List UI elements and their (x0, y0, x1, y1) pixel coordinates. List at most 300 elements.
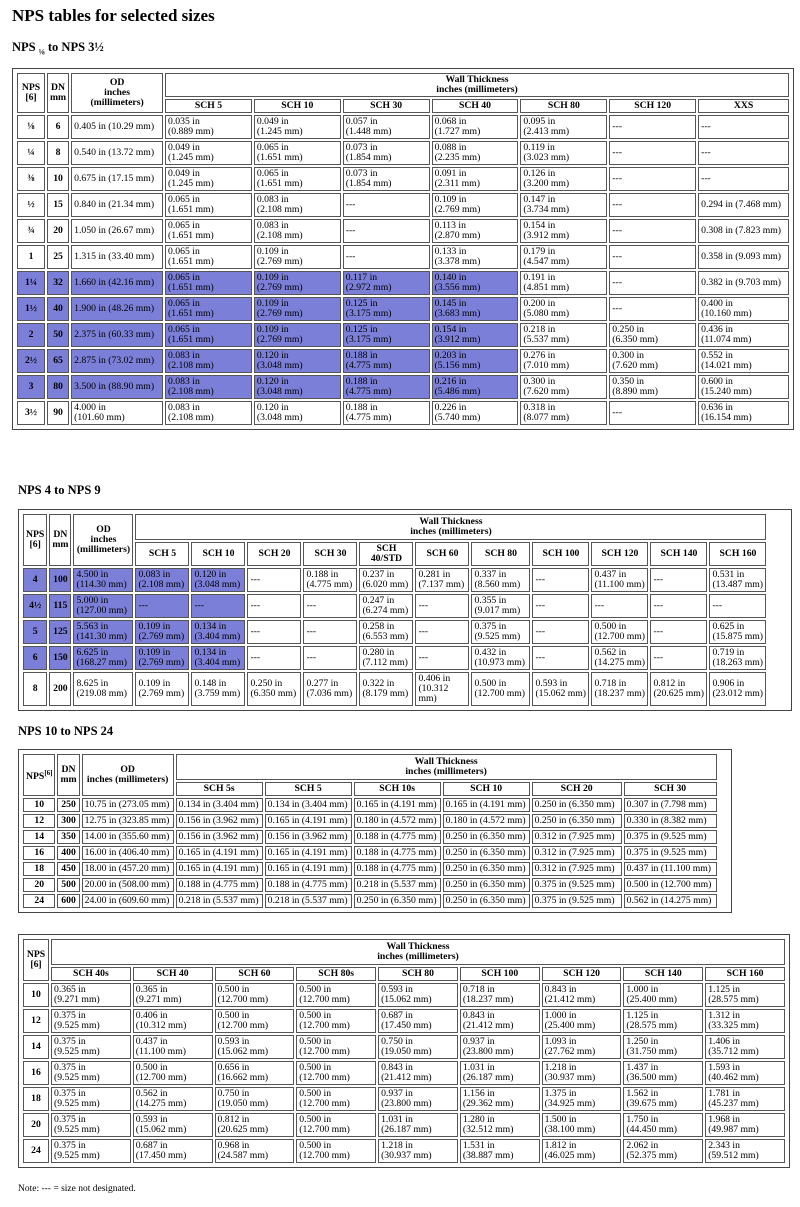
table-row (17, 349, 789, 373)
wall-thickness-cell: 0.593 in (15.062 mm) (378, 983, 458, 1007)
wall-thickness-cell: --- (609, 193, 696, 217)
wall-thickness-cell: --- (191, 594, 245, 618)
nps-cell: 14 (23, 1035, 49, 1059)
wall-thickness-cell: 0.068 in (1.727 mm) (432, 115, 519, 139)
nps-table-2 (21, 512, 768, 708)
wall-thickness-cell: --- (698, 115, 789, 139)
od-cell: 16.00 in (406.40 mm) (82, 846, 174, 860)
wall-thickness-cell: 0.500 in (12.700 mm) (296, 1139, 376, 1163)
wall-thickness-cell: 0.500 in (12.700 mm) (296, 1009, 376, 1033)
wall-thickness-cell: 0.218 in (5.537 mm) (520, 323, 607, 347)
schedule-header: SCH 120 (542, 967, 622, 981)
nps-header-ref: [6] (44, 768, 53, 777)
wall-thickness-cell: 0.226 in (5.740 mm) (432, 401, 519, 425)
wall-thickness-cell: 0.937 in (23.800 mm) (460, 1035, 540, 1059)
wall-thickness-cell: 0.355 in (9.017 mm) (471, 594, 530, 618)
schedule-header: SCH 40s (51, 967, 131, 981)
wall-thickness-cell: 0.083 in (2.108 mm) (254, 219, 341, 243)
nps-cell: 4½ (23, 594, 47, 618)
nps-cell: 20 (23, 878, 55, 892)
nps-cell: 4 (23, 568, 47, 592)
wall-thickness-cell: --- (343, 219, 430, 243)
od-header: OD inches (millimeters) (71, 73, 163, 113)
schedule-header: SCH 40/STD (359, 542, 413, 566)
wall-thickness-cell: 0.165 in (4.191 mm) (176, 862, 263, 876)
od-cell: 8.625 in (219.08 mm) (73, 672, 133, 706)
schedule-header: SCH 5 (265, 782, 352, 796)
table-row (17, 193, 789, 217)
wall-thickness-cell: 1.218 in (30.937 mm) (542, 1061, 622, 1085)
wall-thickness-cell: 0.307 in (7.798 mm) (624, 798, 717, 812)
wall-thickness-cell: 0.552 in (14.021 mm) (698, 349, 789, 373)
wall-thickness-cell: 0.120 in (3.048 mm) (254, 401, 341, 425)
wall-thickness-cell: 1.968 in (49.987 mm) (705, 1113, 785, 1137)
table-row (17, 219, 789, 243)
wall-thickness-cell: 0.049 in (1.245 mm) (165, 141, 252, 165)
schedule-header: SCH 5s (176, 782, 263, 796)
wall-thickness-cell: 0.593 in (15.062 mm) (532, 672, 589, 706)
wall-thickness-cell: 0.120 in (3.048 mm) (191, 568, 245, 592)
schedule-header: SCH 120 (609, 99, 696, 113)
wall-thickness-cell: 0.147 in (3.734 mm) (520, 193, 607, 217)
schedule-header: SCH 100 (532, 542, 589, 566)
wall-thickness-cell: 0.165 in (4.191 mm) (265, 814, 352, 828)
wall-thickness-cell: 0.312 in (7.925 mm) (532, 846, 622, 860)
dn-cell: 10 (47, 167, 69, 191)
od-cell: 2.875 in (73.02 mm) (71, 349, 163, 373)
wall-thickness-cell: 0.500 in (12.700 mm) (296, 1113, 376, 1137)
wall-thickness-cell: 1.280 in (32.512 mm) (460, 1113, 540, 1137)
wall-thickness-cell: 0.276 in (7.010 mm) (520, 349, 607, 373)
wall-thickness-header: Wall Thickness inches (millimeters) (135, 514, 766, 540)
wall-thickness-cell: 0.188 in (4.775 mm) (176, 878, 263, 892)
schedule-header: SCH 60 (415, 542, 469, 566)
wall-thickness-cell: 0.437 in (11.100 mm) (591, 568, 648, 592)
table-row (23, 830, 717, 844)
wall-thickness-cell: 0.531 in (13.487 mm) (709, 568, 766, 592)
nps-cell: 2½ (17, 349, 45, 373)
wall-thickness-cell: 0.937 in (23.800 mm) (378, 1087, 458, 1111)
wall-thickness-cell: 0.250 in (6.350 mm) (443, 878, 530, 892)
wall-thickness-cell: 0.500 in (12.700 mm) (296, 1035, 376, 1059)
wall-thickness-cell: 0.057 in (1.448 mm) (343, 115, 430, 139)
wall-thickness-cell: 0.277 in (7.036 mm) (303, 672, 357, 706)
table-row (23, 1061, 785, 1085)
table-row (23, 1087, 785, 1111)
od-cell: 10.75 in (273.05 mm) (82, 798, 174, 812)
wall-thickness-cell: 0.113 in (2.870 mm) (432, 219, 519, 243)
wall-thickness-cell: 0.250 in (6.350 mm) (532, 798, 622, 812)
wall-thickness-cell: 0.065 in (1.651 mm) (165, 219, 252, 243)
wall-thickness-cell: 0.125 in (3.175 mm) (343, 297, 430, 321)
wall-thickness-cell: 1.312 in (33.325 mm) (705, 1009, 785, 1033)
nps-header (23, 754, 55, 796)
wall-thickness-cell: 0.337 in (8.560 mm) (471, 568, 530, 592)
wall-thickness-cell: --- (650, 568, 707, 592)
wall-thickness-cell: 0.906 in (23.012 mm) (709, 672, 766, 706)
wall-thickness-cell: 0.750 in (19.050 mm) (215, 1087, 295, 1111)
wall-thickness-cell: --- (343, 193, 430, 217)
schedule-header: SCH 20 (532, 782, 622, 796)
od-cell: 1.900 in (48.26 mm) (71, 297, 163, 321)
table-1-wrapper (12, 68, 794, 430)
wall-thickness-cell: 0.049 in (1.245 mm) (254, 115, 341, 139)
wall-thickness-cell: 0.562 in (14.275 mm) (133, 1087, 213, 1111)
schedule-header: SCH 160 (709, 542, 766, 566)
wall-thickness-cell: --- (532, 646, 589, 670)
wall-thickness-cell: 0.280 in (7.112 mm) (359, 646, 413, 670)
wall-thickness-cell: --- (609, 219, 696, 243)
wall-thickness-cell: 0.250 in (6.350 mm) (354, 894, 441, 908)
wall-thickness-cell: 1.031 in (26.187 mm) (378, 1113, 458, 1137)
schedule-header: SCH 160 (705, 967, 785, 981)
wall-thickness-cell: --- (698, 141, 789, 165)
nps-cell: 12 (23, 1009, 49, 1033)
wall-thickness-cell: 1.531 in (38.887 mm) (460, 1139, 540, 1163)
od-cell: 1.050 in (26.67 mm) (71, 219, 163, 243)
wall-thickness-cell: --- (532, 594, 589, 618)
wall-thickness-cell: 0.237 in (6.020 mm) (359, 568, 413, 592)
wall-thickness-cell: 0.375 in (9.525 mm) (51, 1139, 131, 1163)
wall-thickness-cell: 0.500 in (12.700 mm) (296, 983, 376, 1007)
wall-thickness-cell: 0.216 in (5.486 mm) (432, 375, 519, 399)
wall-thickness-cell: 0.593 in (15.062 mm) (133, 1113, 213, 1137)
wall-thickness-cell: 0.200 in (5.080 mm) (520, 297, 607, 321)
wall-thickness-cell: 0.083 in (2.108 mm) (135, 568, 189, 592)
dn-cell: 115 (49, 594, 71, 618)
dn-cell: 15 (47, 193, 69, 217)
od-cell: 0.540 in (13.72 mm) (71, 141, 163, 165)
wall-thickness-cell: 1.750 in (44.450 mm) (623, 1113, 703, 1137)
wall-thickness-cell: 0.126 in (3.200 mm) (520, 167, 607, 191)
wall-thickness-cell: 0.375 in (9.525 mm) (624, 830, 717, 844)
wall-thickness-cell: 0.091 in (2.311 mm) (432, 167, 519, 191)
table-2-heading: NPS 4 to NPS 9 (18, 483, 101, 497)
wall-thickness-cell: 0.625 in (15.875 mm) (709, 620, 766, 644)
nps-cell: 5 (23, 620, 47, 644)
od-cell: 18.00 in (457.20 mm) (82, 862, 174, 876)
dn-cell: 40 (47, 297, 69, 321)
schedule-header: SCH 10 (191, 542, 245, 566)
wall-thickness-cell: 0.109 in (2.769 mm) (254, 271, 341, 295)
wall-thickness-cell: 2.062 in (52.375 mm) (623, 1139, 703, 1163)
wall-thickness-cell: 0.134 in (3.404 mm) (265, 798, 352, 812)
wall-thickness-cell: 0.375 in (9.525 mm) (51, 1113, 131, 1137)
wall-thickness-header: Wall Thickness inches (millimeters) (165, 73, 789, 97)
wall-thickness-cell: 0.636 in (16.154 mm) (698, 401, 789, 425)
wall-thickness-cell: --- (609, 167, 696, 191)
wall-thickness-cell: 0.218 in (5.537 mm) (354, 878, 441, 892)
wall-thickness-cell: 0.350 in (8.890 mm) (609, 375, 696, 399)
wall-thickness-cell: --- (247, 594, 301, 618)
schedule-header: SCH 140 (650, 542, 707, 566)
wall-thickness-cell: 0.500 in (12.700 mm) (215, 983, 295, 1007)
wall-thickness-cell: 0.109 in (2.769 mm) (135, 672, 189, 706)
wall-thickness-cell: --- (609, 401, 696, 425)
schedule-header: SCH 5 (165, 99, 252, 113)
wall-thickness-cell: 0.165 in (4.191 mm) (265, 862, 352, 876)
wall-thickness-cell: 0.812 in (20.625 mm) (215, 1113, 295, 1137)
wall-thickness-cell: --- (247, 568, 301, 592)
wall-thickness-cell: --- (609, 115, 696, 139)
od-cell: 14.00 in (355.60 mm) (82, 830, 174, 844)
dn-cell: 8 (47, 141, 69, 165)
nps-cell: ½ (17, 193, 45, 217)
wall-thickness-cell: 0.191 in (4.851 mm) (520, 271, 607, 295)
dn-cell: 25 (47, 245, 69, 269)
schedule-header: SCH 80 (471, 542, 530, 566)
wall-thickness-cell: 0.500 in (12.700 mm) (133, 1061, 213, 1085)
wall-thickness-cell: 0.406 in (10.312 mm) (415, 672, 469, 706)
table-row (17, 115, 789, 139)
wall-thickness-cell: 0.812 in (20.625 mm) (650, 672, 707, 706)
wall-thickness-cell: 0.562 in (14.275 mm) (591, 646, 648, 670)
wall-thickness-cell: 0.375 in (9.525 mm) (532, 878, 622, 892)
table-row (23, 983, 785, 1007)
wall-thickness-cell: 0.120 in (3.048 mm) (254, 349, 341, 373)
schedule-header: SCH 5 (135, 542, 189, 566)
wall-thickness-header: Wall Thickness inches (millimeters) (51, 939, 785, 965)
wall-thickness-cell: 0.312 in (7.925 mm) (532, 862, 622, 876)
wall-thickness-cell: 0.134 in (3.404 mm) (191, 620, 245, 644)
od-cell: 2.375 in (60.33 mm) (71, 323, 163, 347)
table-row (23, 672, 766, 706)
wall-thickness-cell: 0.250 in (6.350 mm) (443, 862, 530, 876)
schedule-header: SCH 30 (624, 782, 717, 796)
wall-thickness-cell: 0.656 in (16.662 mm) (215, 1061, 295, 1085)
wall-thickness-cell: 0.179 in (4.547 mm) (520, 245, 607, 269)
table-row (23, 1113, 785, 1137)
wall-thickness-cell: 0.148 in (3.759 mm) (191, 672, 245, 706)
table-row (17, 167, 789, 191)
dn-cell: 65 (47, 349, 69, 373)
wall-thickness-cell: 0.065 in (1.651 mm) (165, 323, 252, 347)
wall-thickness-cell: 1.125 in (28.575 mm) (705, 983, 785, 1007)
od-cell: 20.00 in (508.00 mm) (82, 878, 174, 892)
wall-thickness-cell: 0.500 in (12.700 mm) (215, 1009, 295, 1033)
table-3-heading: NPS 10 to NPS 24 (18, 724, 114, 738)
wall-thickness-cell: 0.300 in (7.620 mm) (520, 375, 607, 399)
wall-thickness-cell: --- (247, 620, 301, 644)
wall-thickness-cell: --- (698, 167, 789, 191)
od-cell: 1.315 in (33.40 mm) (71, 245, 163, 269)
wall-thickness-cell: 0.154 in (3.912 mm) (520, 219, 607, 243)
wall-thickness-cell: 1.500 in (38.100 mm) (542, 1113, 622, 1137)
nps-cell: 16 (23, 846, 55, 860)
wall-thickness-cell: 0.250 in (6.350 mm) (443, 830, 530, 844)
nps-table-4 (21, 937, 787, 1165)
wall-thickness-cell: 0.843 in (21.412 mm) (378, 1061, 458, 1085)
wall-thickness-cell: 0.203 in (5.156 mm) (432, 349, 519, 373)
wall-thickness-cell: 0.500 in (12.700 mm) (471, 672, 530, 706)
wall-thickness-cell: 0.365 in (9.271 mm) (51, 983, 131, 1007)
wall-thickness-cell: 0.218 in (5.537 mm) (265, 894, 352, 908)
footnote: Note: --- = size not designated. (18, 1184, 136, 1194)
wall-thickness-cell: 0.035 in (0.889 mm) (165, 115, 252, 139)
wall-thickness-cell: --- (591, 594, 648, 618)
table-row (23, 594, 766, 618)
wall-thickness-cell: 0.250 in (6.350 mm) (443, 846, 530, 860)
dn-header: DN mm (47, 73, 69, 113)
page-title: NPS tables for selected sizes (12, 6, 215, 25)
od-header: OD inches (millimeters) (82, 754, 174, 796)
dn-cell: 400 (57, 846, 79, 860)
wall-thickness-cell: --- (415, 594, 469, 618)
wall-thickness-cell: 0.375 in (9.525 mm) (51, 1035, 131, 1059)
header-row (17, 73, 789, 97)
wall-thickness-cell: 0.436 in (11.074 mm) (698, 323, 789, 347)
dn-cell: 300 (57, 814, 79, 828)
header-row (23, 939, 785, 965)
dn-cell: 32 (47, 271, 69, 295)
wall-thickness-cell: 0.188 in (4.775 mm) (265, 878, 352, 892)
wall-thickness-cell: 0.133 in (3.378 mm) (432, 245, 519, 269)
wall-thickness-cell: 0.968 in (24.587 mm) (215, 1139, 295, 1163)
wall-thickness-cell: 0.073 in (1.854 mm) (343, 167, 430, 191)
schedule-header: SCH 10s (354, 782, 441, 796)
schedule-header: SCH 20 (247, 542, 301, 566)
wall-thickness-cell: 1.000 in (25.400 mm) (623, 983, 703, 1007)
wall-thickness-cell: --- (650, 594, 707, 618)
wall-thickness-cell: 0.500 in (12.700 mm) (296, 1087, 376, 1111)
wall-thickness-cell: 0.750 in (19.050 mm) (378, 1035, 458, 1059)
wall-thickness-cell: 0.049 in (1.245 mm) (165, 167, 252, 191)
wall-thickness-cell: 0.083 in (2.108 mm) (165, 349, 252, 373)
schedule-header-row (23, 542, 766, 566)
nps-cell: 1 (17, 245, 45, 269)
dn-cell: 50 (47, 323, 69, 347)
wall-thickness-cell: 0.109 in (2.769 mm) (432, 193, 519, 217)
table-row (17, 401, 789, 425)
wall-thickness-cell: 2.343 in (59.512 mm) (705, 1139, 785, 1163)
schedule-header: SCH 30 (303, 542, 357, 566)
wall-thickness-cell: 0.375 in (9.525 mm) (51, 1087, 131, 1111)
wall-thickness-cell: 0.065 in (1.651 mm) (254, 141, 341, 165)
table-4-wrapper (18, 934, 790, 1168)
wall-thickness-cell: 0.843 in (21.412 mm) (542, 983, 622, 1007)
wall-thickness-cell: 0.156 in (3.962 mm) (176, 814, 263, 828)
nps-header: NPS [6] (17, 73, 45, 113)
dn-cell: 250 (57, 798, 79, 812)
dn-cell: 500 (57, 878, 79, 892)
table-row (17, 245, 789, 269)
wall-thickness-cell: 0.083 in (2.108 mm) (165, 375, 252, 399)
wall-thickness-cell: 0.258 in (6.553 mm) (359, 620, 413, 644)
wall-thickness-cell: 0.109 in (2.769 mm) (135, 646, 189, 670)
wall-thickness-cell: 0.065 in (1.651 mm) (165, 193, 252, 217)
dn-cell: 150 (49, 646, 71, 670)
nps-header: NPS [6] (23, 939, 49, 981)
table-row (23, 1139, 785, 1163)
table-row (17, 297, 789, 321)
wall-thickness-cell: 0.308 in (7.823 mm) (698, 219, 789, 243)
schedule-header: SCH 80s (296, 967, 376, 981)
wall-thickness-cell: 0.188 in (4.775 mm) (354, 862, 441, 876)
nps-table-1 (15, 71, 791, 427)
wall-thickness-cell: --- (303, 620, 357, 644)
wall-thickness-cell: 0.088 in (2.235 mm) (432, 141, 519, 165)
wall-thickness-cell: 0.119 in (3.023 mm) (520, 141, 607, 165)
wall-thickness-header: Wall Thickness inches (millimeters) (176, 754, 717, 780)
nps-cell: 2 (17, 323, 45, 347)
wall-thickness-cell: 1.218 in (30.937 mm) (378, 1139, 458, 1163)
table-row (17, 141, 789, 165)
wall-thickness-cell: --- (609, 245, 696, 269)
table-row (23, 846, 717, 860)
wall-thickness-cell: --- (609, 141, 696, 165)
dn-cell: 80 (47, 375, 69, 399)
table-row (23, 862, 717, 876)
wall-thickness-cell: 0.500 in (12.700 mm) (296, 1061, 376, 1085)
wall-thickness-cell: 0.120 in (3.048 mm) (254, 375, 341, 399)
wall-thickness-cell: 0.281 in (7.137 mm) (415, 568, 469, 592)
od-cell: 4.000 in (101.60 mm) (71, 401, 163, 425)
od-header: OD inches (millimeters) (73, 514, 133, 566)
wall-thickness-cell: 0.437 in (11.100 mm) (624, 862, 717, 876)
wall-thickness-cell: 0.500 in (12.700 mm) (624, 878, 717, 892)
wall-thickness-cell: 1.125 in (28.575 mm) (623, 1009, 703, 1033)
header-row (23, 754, 717, 780)
table-row (23, 894, 717, 908)
od-cell: 4.500 in (114.30 mm) (73, 568, 133, 592)
schedule-header-row (23, 967, 785, 981)
nps-cell: 12 (23, 814, 55, 828)
wall-thickness-cell: 0.250 in (6.350 mm) (609, 323, 696, 347)
wall-thickness-cell: --- (609, 271, 696, 295)
table-row (23, 814, 717, 828)
od-cell: 6.625 in (168.27 mm) (73, 646, 133, 670)
wall-thickness-cell: 0.250 in (6.350 mm) (443, 894, 530, 908)
od-cell: 3.500 in (88.90 mm) (71, 375, 163, 399)
wall-thickness-cell: 0.358 in (9.093 mm) (698, 245, 789, 269)
table-row (23, 1035, 785, 1059)
wall-thickness-cell: 0.117 in (2.972 mm) (343, 271, 430, 295)
wall-thickness-cell: 0.294 in (7.468 mm) (698, 193, 789, 217)
wall-thickness-cell: 0.073 in (1.854 mm) (343, 141, 430, 165)
wall-thickness-cell: 0.375 in (9.525 mm) (624, 846, 717, 860)
nps-cell: 3½ (17, 401, 45, 425)
od-cell: 24.00 in (609.60 mm) (82, 894, 174, 908)
dn-cell: 600 (57, 894, 79, 908)
wall-thickness-cell: 1.562 in (39.675 mm) (623, 1087, 703, 1111)
table-1-heading: NPS $_{\frac{1}{8}}$ to NPS 3½ (12, 40, 104, 57)
wall-thickness-cell: 0.180 in (4.572 mm) (443, 814, 530, 828)
wall-thickness-cell: 0.400 in (10.160 mm) (698, 297, 789, 321)
wall-thickness-cell: 0.156 in (3.962 mm) (176, 830, 263, 844)
wall-thickness-cell: 0.065 in (1.651 mm) (165, 271, 252, 295)
wall-thickness-cell: 0.188 in (4.775 mm) (343, 401, 430, 425)
od-cell: 5.000 in (127.00 mm) (73, 594, 133, 618)
wall-thickness-cell: 0.687 in (17.450 mm) (133, 1139, 213, 1163)
table-row (23, 878, 717, 892)
nps-cell: 24 (23, 1139, 49, 1163)
wall-thickness-cell: --- (415, 620, 469, 644)
schedule-header: SCH 40 (432, 99, 519, 113)
wall-thickness-cell: 0.562 in (14.275 mm) (624, 894, 717, 908)
nps-cell: ⅛ (17, 115, 45, 139)
dn-cell: 6 (47, 115, 69, 139)
dn-cell: 125 (49, 620, 71, 644)
wall-thickness-cell: 0.083 in (2.108 mm) (254, 193, 341, 217)
od-cell: 0.840 in (21.34 mm) (71, 193, 163, 217)
wall-thickness-cell: 0.165 in (4.191 mm) (354, 798, 441, 812)
schedule-header: SCH 10 (443, 782, 530, 796)
wall-thickness-cell: 1.031 in (26.187 mm) (460, 1061, 540, 1085)
wall-thickness-cell: 0.134 in (3.404 mm) (191, 646, 245, 670)
wall-thickness-cell: 1.593 in (40.462 mm) (705, 1061, 785, 1085)
wall-thickness-cell: 0.109 in (2.769 mm) (254, 245, 341, 269)
wall-thickness-cell: 0.406 in (10.312 mm) (133, 1009, 213, 1033)
